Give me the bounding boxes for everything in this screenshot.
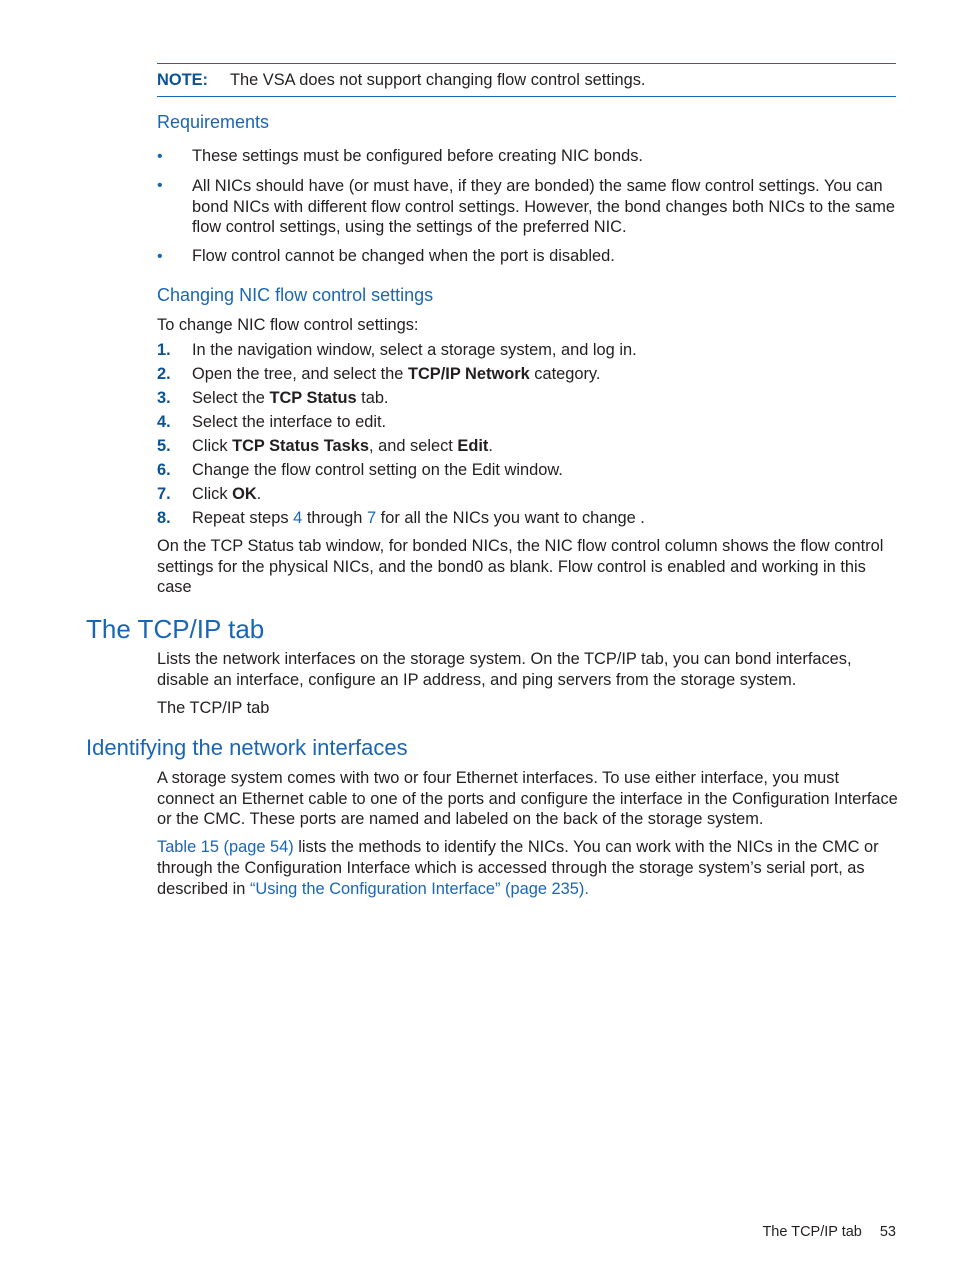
page-number: 53: [879, 1224, 896, 1240]
table-15-link[interactable]: Table 15 (page 54): [157, 838, 294, 856]
list-item: [157, 146, 899, 167]
step-1: [157, 340, 899, 364]
steps-list: [157, 340, 899, 532]
step-number: 3.: [157, 389, 171, 407]
step-number: 7.: [157, 485, 171, 503]
step-text: Repeat steps: [192, 509, 294, 527]
changing-closing: On the TCP Status tab window, for bonded NICs, the NIC flow control column shows the flow control settings for the physical NICs, and the bond0 as blank. Flow control is enabled and working in this case: [157, 537, 884, 596]
ui-term: OK: [232, 485, 257, 503]
step-4: [157, 412, 899, 436]
page-footer: [762, 1222, 896, 1243]
step-6: [157, 460, 899, 484]
requirements-list: [157, 146, 899, 267]
footer-section: The TCP/IP tab: [762, 1224, 862, 1240]
step-7: [157, 484, 899, 508]
identifying-para2: [157, 837, 899, 900]
step-text: Click: [192, 485, 233, 503]
step-7-link[interactable]: 7: [366, 509, 377, 527]
bullet-icon: •: [157, 148, 163, 165]
step-text: Select the interface to edit.: [192, 413, 387, 431]
step-5: [157, 436, 899, 460]
step-text: Click: [192, 437, 233, 455]
step-text: for all the NICs you want to change .: [376, 509, 645, 527]
tcpip-heading: The TCP/IP tab: [86, 614, 265, 644]
identifying-heading: Identifying the network interfaces: [86, 735, 408, 760]
step-text: , and select: [369, 437, 458, 455]
bullet-icon: •: [157, 247, 163, 265]
ui-term: TCP/IP Network: [407, 365, 530, 383]
step-3: [157, 388, 899, 412]
para-text: .: [584, 880, 589, 898]
list-item-text: These settings must be configured before creating NIC bonds.: [192, 147, 643, 165]
list-item-text: Flow control cannot be changed when the port is disabled.: [192, 246, 615, 265]
changing-heading: Changing NIC flow control settings: [157, 285, 434, 305]
requirements-heading: Requirements: [157, 112, 270, 132]
step-number: 6.: [157, 461, 171, 479]
step-text: tab.: [356, 389, 389, 407]
step-number: 4.: [157, 413, 171, 431]
note-text: The VSA does not support changing flow control settings.: [230, 70, 646, 89]
list-item-text: All NICs should have (or must have, if they are bonded) the same flow control settings. You can bond NICs with different flow control settings. However, the bond changes both NICs to the same flow control settings, using the settings of the preferred NIC.: [192, 177, 896, 236]
ui-term: TCP Status Tasks: [232, 437, 370, 455]
step-text: Select the: [192, 389, 270, 407]
step-8: [157, 508, 899, 532]
step-text: In the navigation window, select a storage system, and log in.: [192, 341, 637, 359]
step-number: 8.: [157, 509, 171, 527]
tcpip-para: Lists the network interfaces on the storage system. On the TCP/IP tab, you can bond interfaces, disable an interface, configure an IP address, and ping servers from the storage system.: [157, 650, 852, 689]
step-number: 1.: [157, 341, 171, 359]
identifying-para1: A storage system comes with two or four Ethernet interfaces. To use either interface, you must connect an Ethernet cable to one of the ports and configure the interface in the Configuration Interface or the CMC. These ports are named and labeled on the back of the storage system.: [157, 769, 898, 829]
bullet-icon: •: [157, 177, 163, 194]
step-text: Change the flow control setting on the Edit window.: [192, 461, 563, 479]
configuration-interface-link[interactable]: “Using the Configuration Interface” (page 235): [249, 880, 585, 898]
step-4-link[interactable]: 4: [293, 509, 303, 527]
tcpip-caption: The TCP/IP tab: [157, 699, 270, 717]
step-text: .: [256, 485, 262, 503]
step-text: category.: [529, 365, 601, 383]
step-text: Open the tree, and select the: [192, 365, 408, 383]
ui-term: TCP Status: [269, 389, 357, 407]
note-label: NOTE:: [157, 70, 208, 89]
step-2: [157, 364, 899, 388]
para-text: lists the methods to identify the NICs. You can work with the NICs in the CMC or through the Configuration Interface which is accessed through the storage system’s serial port, as described in: [157, 838, 879, 898]
step-number: 5.: [157, 437, 171, 455]
step-text: through: [302, 509, 367, 527]
ui-term: Edit: [457, 437, 489, 455]
list-item: [157, 176, 899, 238]
changing-intro: To change NIC flow control settings:: [157, 316, 419, 334]
step-text: .: [488, 437, 493, 455]
step-number: 2.: [157, 365, 171, 383]
list-item: [157, 246, 899, 267]
note-box: [157, 63, 896, 97]
